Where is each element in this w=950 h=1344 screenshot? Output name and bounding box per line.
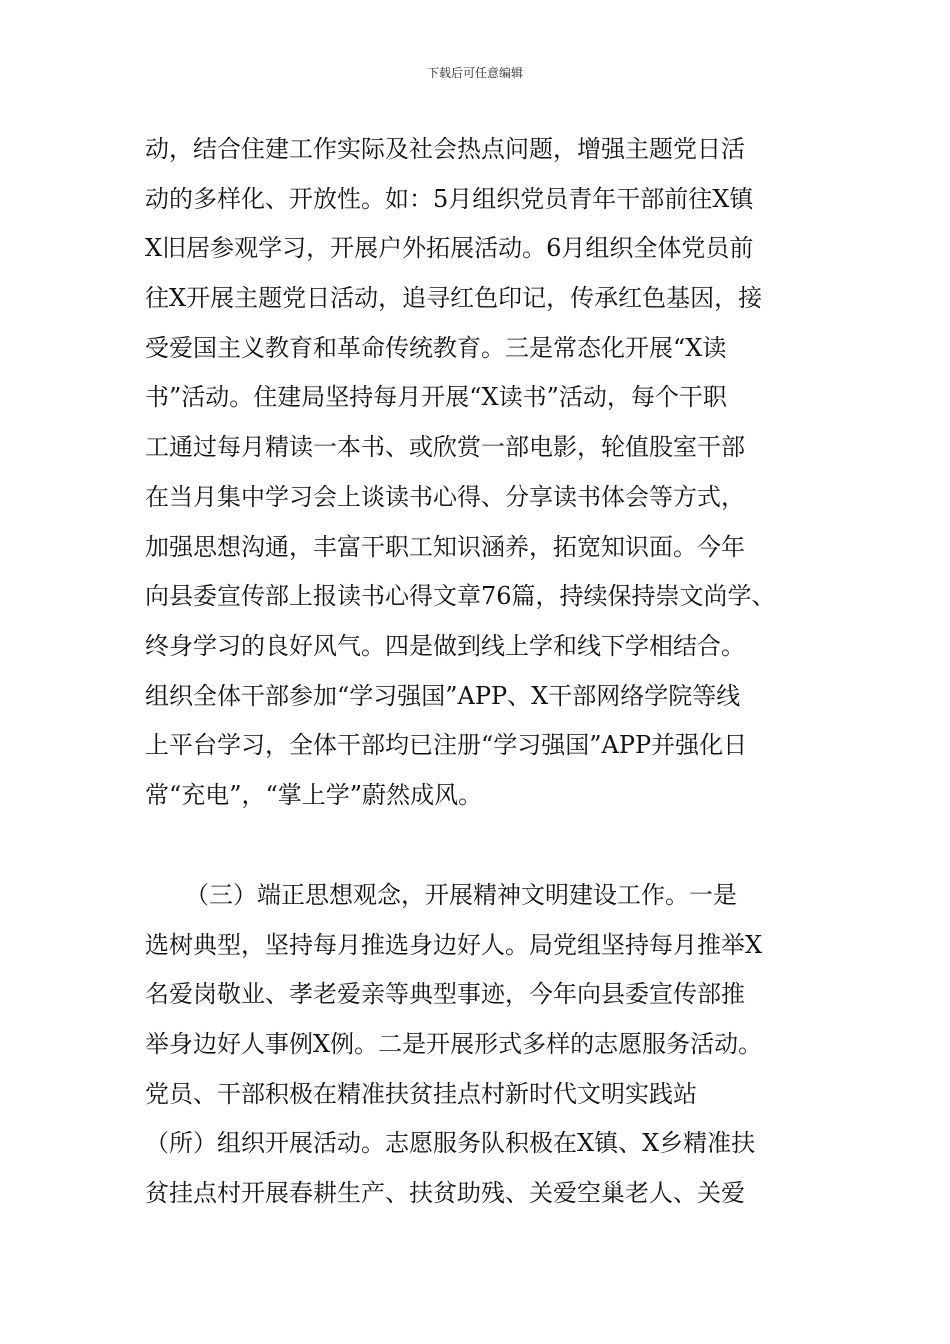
text-line: （三）端正思想观念，开展精神文明建设工作。一是	[185, 881, 737, 909]
text-line: 在当月集中学习会上谈读书心得、分享读书体会等方式，	[145, 482, 745, 511]
text-line: 加强思想沟通，丰富干职工知识涵养，拓宽知识面。今年	[145, 532, 745, 561]
text-line: 受爱国主义教育和革命传统教育。三是常态化开展“X读	[145, 333, 727, 362]
text-line: 书”活动。住建局坚持每月开展“X读书”活动，每个干职	[145, 383, 727, 412]
text-line: 动，结合住建工作实际及社会热点问题，增强主题党日活	[145, 135, 745, 163]
text-line: 常“充电”，“掌上学”蔚然成风。	[145, 780, 483, 809]
text-line: 上平台学习，全体干部均已注册“学习强国”APP并强化日	[145, 731, 748, 760]
text-line: 终身学习的良好风气。四是做到线上学和线下学相结合。	[145, 631, 745, 660]
text-line: 举身边好人事例X例。二是开展形式多样的志愿服务活动。	[145, 1030, 763, 1059]
text-line: 往X开展主题党日活动，追寻红色印记，传承红色基因，接	[145, 284, 763, 313]
text-line: 选树典型，坚持每月推选身边好人。局党组坚持每月推举X	[145, 930, 763, 959]
text-line: 名爱岗敬业、孝老爱亲等典型事迹，今年向县委宣传部推	[145, 980, 745, 1009]
text-line: 动的多样化、开放性。如：5月组织党员青年干部前往X镇	[145, 184, 754, 213]
text-line: 党员、干部积极在精准扶贫挂点村新时代文明实践站	[145, 1079, 697, 1108]
text-line: 贫挂点村开展春耕生产、扶贫助残、关爱空巢老人、关爱	[145, 1179, 745, 1208]
text-line: 工通过每月精读一本书、或欣赏一部电影，轮值股室干部	[145, 433, 745, 462]
text-line: 向县委宣传部上报读书心得文章76篇，持续保持崇文尚学、	[145, 582, 776, 611]
text-line: X旧居参观学习，开展户外拓展活动。6月组织全体党员前	[145, 234, 754, 263]
paragraph-study-activities	[145, 125, 845, 821]
paragraph-civilization-work	[145, 871, 845, 1219]
text-line: （所）组织开展活动。志愿服务队积极在X镇、X乡精准扶	[145, 1129, 756, 1158]
page-header: 下载后可任意编辑	[426, 66, 523, 80]
text-line: 组织全体干部参加“学习强国”APP、X干部网络学院等线	[145, 681, 741, 710]
